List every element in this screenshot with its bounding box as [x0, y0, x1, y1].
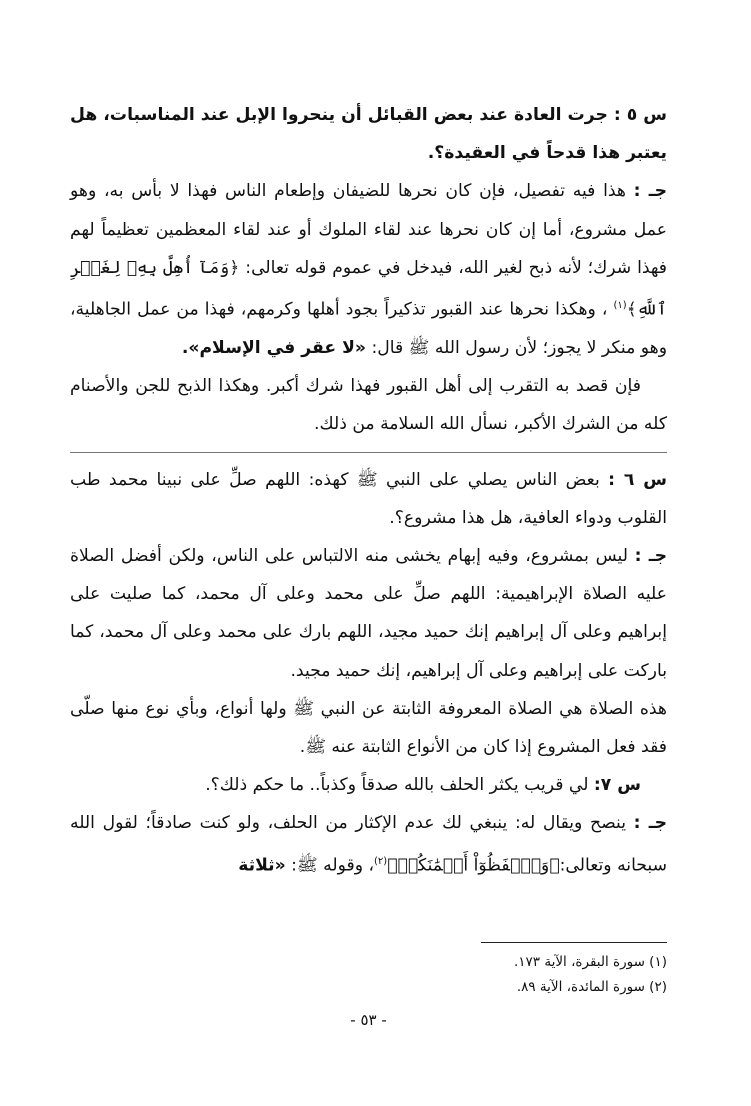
page-content: [70, 96, 667, 1046]
footnote-ref: (١): [613, 300, 627, 312]
footnote-ref: (٢): [374, 855, 388, 867]
question-marker: س ٥ :: [613, 105, 667, 125]
answer-marker: جـ :: [633, 181, 667, 202]
question-text: جرت العادة عند بعض القبائل أن ينحروا الإبل عند المناسبات، هل يعتبر هذا قدحاً في العقيدة؟.: [70, 105, 667, 164]
hadith-quote: «ثلاثة: [238, 855, 286, 876]
body-text: [70, 96, 667, 885]
quran-verse: ﴿وَٱحۡفَظُوٓاْ أَيۡمَٰنَكُمۡ﴾: [387, 855, 560, 876]
answer-text: هذا فيه تفصيل، فإن كان نحرها للضيفان وإطعام الناس فهذا لا بأس به، وهو عمل مشروع، أما إن كان نحرها عند لقاء الملوك أو عند لقاء المعظمين تعظيماً لهم فهذا شرك؛ لأنه ذبح لغير الله، فيدخل في عموم قوله تعالى:: [70, 181, 668, 278]
answer-marker: جـ :: [633, 813, 667, 834]
question-text: بعض الناس يصلي على النبي ﷺ كهذه: اللهم صلِّ على نبينا محمد طب القلوب ودواء العافية، هل هذا مشروع؟.: [70, 469, 667, 528]
footnote-2: (٢) سورة المائدة، الآية ٨٩.: [516, 979, 667, 995]
answer-text: ، وهكذا نحرها عند القبور تذكيراً بجود أهلها وكرمهم، فهذا من عمل الجاهلية، وهو منكر لا يجوز؛ لأن رسول الله ﷺ قال:: [70, 299, 667, 358]
answer-5-continued: فإن قصد به التقرب إلى أهل القبور فهذا شرك أكبر. وهكذا الذبح للجن والأصنام كله من الشرك الأكبر، نسأل الله السلامة من ذلك.: [70, 376, 667, 435]
footnotes: [70, 950, 667, 1000]
quran-verse: ﴿وَمَآ أُهِلَّ بِهِۦ لِغَيۡرِ ٱللَّهِ﴾: [70, 257, 667, 320]
question-5: [70, 96, 667, 172]
question-marker: س ٧:: [593, 775, 641, 796]
answer-6-continued: هذه الصلاة هي الصلاة المعروفة الثابتة عن النبي ﷺ ولها أنواع، وبأي نوع منها صلّى فقد فعل المشروع إذا كان من الأنواع الثابتة عنه ﷺ.: [70, 698, 667, 757]
footnote-1: (١) سورة البقرة، الآية ١٧٣.: [513, 954, 667, 970]
answer-7: [70, 804, 667, 884]
answer-6: [70, 537, 667, 690]
answer-marker: جـ :: [634, 545, 667, 566]
question-marker: س ٦ :: [608, 469, 668, 490]
answer-text: ، وقوله ﷺ:: [285, 855, 375, 876]
answer-5: [70, 172, 667, 367]
answer-text: ينصح ويقال له: ينبغي لك عدم الإكثار من الحلف، ولو كنت صادقاً؛ لقول الله سبحانه وتعالى:: [70, 813, 667, 876]
footnote-rule: [481, 942, 667, 943]
question-7: [70, 766, 667, 804]
question-text: لي قريب يكثر الحلف بالله صدقاً وكذباً.. ما حكم ذلك؟.: [205, 775, 594, 796]
answer-text: ليس بمشروع، وفيه إبهام يخشى منه الالتباس على الناس، ولكن أفضل الصلاة عليه الصلاة الإبراهيمية: اللهم صلِّ على محمد وعلى آل محمد، كما صليت على إبراهيم وعلى آل إبراهيم إنك حميد مجيد، اللهم بارك على محمد وعلى آل محمد، كما باركت على إبراهيم وعلى آل إبراهيم، إنك حميد مجيد.: [70, 545, 667, 681]
section-divider: [70, 452, 667, 453]
question-6: [70, 461, 667, 537]
hadith-quote: «لا عقر في الإسلام».: [181, 337, 366, 358]
page-number: - ٥٣ -: [350, 1011, 387, 1029]
